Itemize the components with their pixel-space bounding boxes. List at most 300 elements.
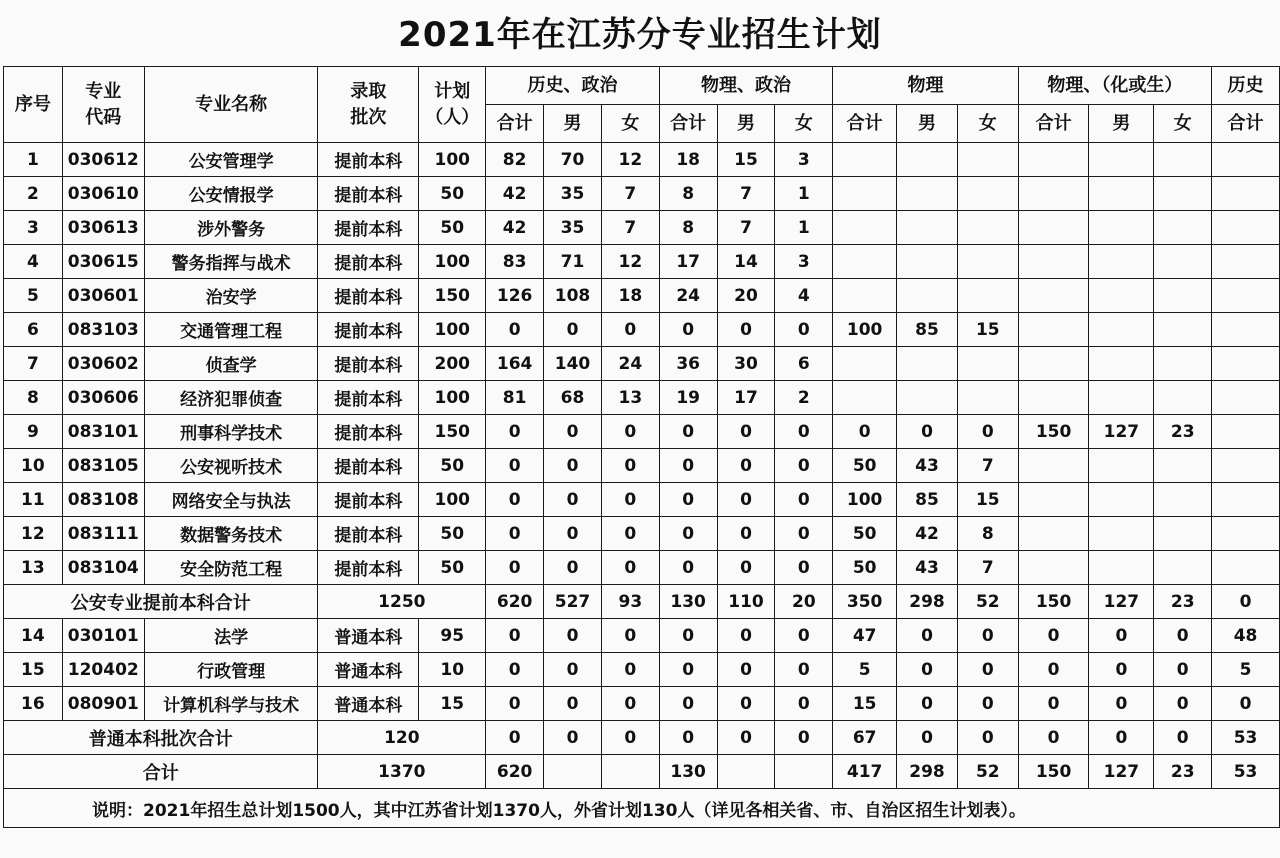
cell-value[interactable]: 8 [957,517,1018,551]
cell-value[interactable] [1018,551,1089,585]
cell-summary-value[interactable]: 620 [486,755,544,789]
cell-value[interactable]: 0 [775,415,833,449]
cell-value[interactable]: 3 [775,143,833,177]
cell-plan[interactable]: 100 [419,245,486,279]
cell-value[interactable]: 0 [775,313,833,347]
header-male[interactable]: 男 [1089,105,1154,143]
cell-value[interactable] [897,381,958,415]
cell-value[interactable]: 8 [659,177,717,211]
cell-value[interactable] [833,245,897,279]
cell-value[interactable]: 127 [1089,415,1154,449]
cell-value[interactable]: 35 [544,177,602,211]
cell-value[interactable] [1154,381,1212,415]
cell-value[interactable]: 8 [659,211,717,245]
cell-value[interactable] [833,177,897,211]
header-male[interactable]: 男 [897,105,958,143]
cell-plan[interactable]: 100 [419,381,486,415]
header-subtotal[interactable]: 合计 [659,105,717,143]
header-female[interactable]: 女 [1154,105,1212,143]
cell-value[interactable]: 42 [897,517,958,551]
cell-major-name[interactable]: 治安学 [144,279,318,313]
cell-value[interactable] [957,177,1018,211]
cell-summary-value[interactable]: 298 [897,585,958,619]
cell-value[interactable]: 0 [1018,653,1089,687]
cell-major-name[interactable]: 网络安全与执法 [144,483,318,517]
cell-plan[interactable]: 10 [419,653,486,687]
cell-value[interactable]: 36 [659,347,717,381]
cell-value[interactable]: 0 [897,687,958,721]
cell-value[interactable]: 126 [486,279,544,313]
cell-value[interactable]: 0 [717,687,775,721]
cell-summary-label[interactable]: 普通本科批次合计 [4,721,318,755]
cell-plan[interactable]: 95 [419,619,486,653]
cell-plan[interactable]: 50 [419,517,486,551]
cell-value[interactable]: 15 [717,143,775,177]
cell-value[interactable] [1154,177,1212,211]
header-batch[interactable]: 录取 批次 [318,67,419,143]
header-subtotal[interactable]: 合计 [1212,105,1280,143]
cell-value[interactable]: 15 [833,687,897,721]
cell-value[interactable]: 0 [486,653,544,687]
cell-value[interactable]: 68 [544,381,602,415]
cell-value[interactable]: 1 [775,211,833,245]
cell-code[interactable]: 030602 [62,347,144,381]
cell-value[interactable]: 0 [775,483,833,517]
cell-summary-value[interactable]: 0 [486,721,544,755]
cell-value[interactable] [1154,211,1212,245]
cell-summary-value[interactable]: 110 [717,585,775,619]
cell-summary-value[interactable]: 620 [486,585,544,619]
cell-code[interactable]: 080901 [62,687,144,721]
cell-summary-value[interactable]: 0 [957,721,1018,755]
cell-value[interactable] [1018,313,1089,347]
cell-value[interactable] [1154,449,1212,483]
cell-code[interactable]: 083104 [62,551,144,585]
cell-major-name[interactable]: 经济犯罪侦查 [144,381,318,415]
cell-value[interactable]: 24 [659,279,717,313]
cell-value[interactable]: 0 [659,449,717,483]
header-female[interactable]: 女 [601,105,659,143]
cell-batch[interactable]: 普通本科 [318,619,419,653]
cell-value[interactable]: 7 [957,551,1018,585]
cell-value[interactable]: 85 [897,483,958,517]
cell-plan[interactable]: 50 [419,211,486,245]
cell-value[interactable]: 0 [659,551,717,585]
cell-value[interactable] [1154,313,1212,347]
cell-summary-value[interactable]: 298 [897,755,958,789]
cell-value[interactable] [897,143,958,177]
cell-batch[interactable]: 普通本科 [318,687,419,721]
cell-value[interactable] [1212,313,1280,347]
cell-value[interactable]: 0 [486,415,544,449]
cell-value[interactable] [1018,517,1089,551]
cell-plan[interactable]: 50 [419,177,486,211]
cell-value[interactable]: 0 [775,449,833,483]
cell-seq[interactable]: 2 [4,177,63,211]
cell-seq[interactable]: 7 [4,347,63,381]
cell-value[interactable]: 19 [659,381,717,415]
header-plan[interactable]: 计划 （人） [419,67,486,143]
cell-value[interactable]: 48 [1212,619,1280,653]
cell-summary-value[interactable]: 53 [1212,755,1280,789]
cell-summary-value[interactable]: 0 [775,721,833,755]
cell-major-name[interactable]: 计算机科学与技术 [144,687,318,721]
cell-value[interactable]: 0 [957,415,1018,449]
cell-code[interactable]: 120402 [62,653,144,687]
cell-value[interactable]: 0 [717,449,775,483]
cell-value[interactable]: 42 [486,177,544,211]
cell-code[interactable]: 030610 [62,177,144,211]
cell-batch[interactable]: 提前本科 [318,381,419,415]
cell-value[interactable]: 108 [544,279,602,313]
cell-value[interactable]: 0 [544,415,602,449]
cell-batch[interactable]: 普通本科 [318,653,419,687]
cell-value[interactable]: 0 [601,653,659,687]
cell-code[interactable]: 083111 [62,517,144,551]
cell-plan[interactable]: 150 [419,279,486,313]
cell-value[interactable] [833,279,897,313]
cell-value[interactable] [1089,449,1154,483]
cell-value[interactable] [1154,279,1212,313]
cell-value[interactable] [1018,449,1089,483]
cell-seq[interactable]: 14 [4,619,63,653]
cell-value[interactable]: 0 [775,551,833,585]
cell-summary-value[interactable] [544,755,602,789]
cell-value[interactable]: 13 [601,381,659,415]
cell-summary-value[interactable]: 0 [1212,585,1280,619]
cell-value[interactable]: 50 [833,449,897,483]
cell-value[interactable] [957,211,1018,245]
cell-value[interactable] [1089,347,1154,381]
cell-summary-value[interactable]: 0 [897,721,958,755]
cell-value[interactable]: 0 [601,687,659,721]
cell-summary-value[interactable]: 0 [601,721,659,755]
cell-value[interactable]: 0 [1154,653,1212,687]
cell-summary-plan[interactable]: 1370 [318,755,486,789]
cell-value[interactable] [1212,279,1280,313]
cell-summary-value[interactable]: 127 [1089,585,1154,619]
cell-value[interactable]: 0 [957,653,1018,687]
cell-value[interactable] [1212,177,1280,211]
cell-code[interactable]: 030612 [62,143,144,177]
cell-value[interactable]: 7 [601,211,659,245]
header-female[interactable]: 女 [957,105,1018,143]
cell-value[interactable]: 18 [601,279,659,313]
cell-value[interactable]: 0 [544,619,602,653]
cell-code[interactable]: 030613 [62,211,144,245]
cell-major-name[interactable]: 公安视听技术 [144,449,318,483]
cell-value[interactable]: 15 [957,483,1018,517]
cell-value[interactable]: 12 [601,143,659,177]
cell-summary-value[interactable]: 350 [833,585,897,619]
cell-value[interactable]: 0 [957,619,1018,653]
cell-value[interactable]: 81 [486,381,544,415]
cell-value[interactable]: 7 [717,211,775,245]
cell-value[interactable]: 0 [833,415,897,449]
cell-value[interactable]: 71 [544,245,602,279]
cell-value[interactable] [897,279,958,313]
cell-value[interactable] [833,347,897,381]
cell-value[interactable] [1089,381,1154,415]
cell-seq[interactable]: 3 [4,211,63,245]
cell-summary-value[interactable]: 0 [1154,721,1212,755]
cell-value[interactable] [897,347,958,381]
cell-value[interactable] [1018,279,1089,313]
cell-value[interactable] [1212,211,1280,245]
cell-value[interactable]: 3 [775,245,833,279]
cell-value[interactable]: 0 [659,517,717,551]
cell-summary-value[interactable]: 0 [717,721,775,755]
cell-value[interactable]: 5 [833,653,897,687]
cell-value[interactable]: 50 [833,517,897,551]
cell-value[interactable]: 30 [717,347,775,381]
cell-plan[interactable]: 15 [419,687,486,721]
cell-value[interactable] [1018,483,1089,517]
cell-value[interactable]: 0 [544,517,602,551]
cell-value[interactable]: 7 [717,177,775,211]
header-seq[interactable]: 序号 [4,67,63,143]
cell-code[interactable]: 030606 [62,381,144,415]
header-group[interactable]: 历史 [1212,67,1280,105]
cell-summary-label[interactable]: 公安专业提前本科合计 [4,585,318,619]
cell-value[interactable] [897,177,958,211]
cell-value[interactable] [1212,449,1280,483]
cell-value[interactable]: 0 [717,313,775,347]
cell-value[interactable] [1154,483,1212,517]
cell-batch[interactable]: 提前本科 [318,449,419,483]
cell-value[interactable] [1018,245,1089,279]
cell-value[interactable] [957,347,1018,381]
cell-value[interactable]: 0 [544,483,602,517]
cell-value[interactable]: 0 [486,449,544,483]
cell-value[interactable]: 0 [775,619,833,653]
cell-value[interactable]: 0 [659,483,717,517]
cell-value[interactable]: 0 [775,517,833,551]
cell-seq[interactable]: 4 [4,245,63,279]
cell-plan[interactable]: 100 [419,313,486,347]
cell-value[interactable]: 24 [601,347,659,381]
header-female[interactable]: 女 [775,105,833,143]
cell-batch[interactable]: 提前本科 [318,517,419,551]
cell-major-name[interactable]: 法学 [144,619,318,653]
cell-summary-value[interactable]: 0 [1018,721,1089,755]
cell-summary-value[interactable]: 52 [957,585,1018,619]
cell-value[interactable] [1018,381,1089,415]
cell-seq[interactable]: 16 [4,687,63,721]
cell-summary-value[interactable] [775,755,833,789]
cell-value[interactable]: 15 [957,313,1018,347]
cell-plan[interactable]: 150 [419,415,486,449]
cell-summary-value[interactable]: 417 [833,755,897,789]
cell-value[interactable]: 150 [1018,415,1089,449]
cell-value[interactable] [1154,143,1212,177]
cell-summary-plan[interactable]: 1250 [318,585,486,619]
cell-plan[interactable]: 100 [419,483,486,517]
cell-summary-value[interactable]: 0 [544,721,602,755]
cell-value[interactable]: 0 [1018,619,1089,653]
cell-value[interactable]: 0 [1089,619,1154,653]
cell-value[interactable]: 1 [775,177,833,211]
header-male[interactable]: 男 [544,105,602,143]
cell-plan[interactable]: 50 [419,449,486,483]
cell-value[interactable]: 0 [1154,619,1212,653]
cell-value[interactable] [1018,177,1089,211]
cell-value[interactable]: 0 [544,653,602,687]
cell-code[interactable]: 030615 [62,245,144,279]
cell-value[interactable]: 70 [544,143,602,177]
cell-value[interactable]: 100 [833,483,897,517]
cell-value[interactable]: 50 [833,551,897,585]
cell-value[interactable] [897,245,958,279]
cell-value[interactable]: 0 [601,449,659,483]
cell-summary-value[interactable]: 150 [1018,585,1089,619]
cell-value[interactable]: 85 [897,313,958,347]
cell-value[interactable]: 82 [486,143,544,177]
cell-value[interactable] [1212,517,1280,551]
cell-value[interactable]: 0 [775,653,833,687]
cell-seq[interactable]: 15 [4,653,63,687]
cell-value[interactable] [1018,143,1089,177]
cell-value[interactable] [833,143,897,177]
header-subtotal[interactable]: 合计 [1018,105,1089,143]
cell-value[interactable]: 17 [717,381,775,415]
cell-plan[interactable]: 200 [419,347,486,381]
cell-value[interactable]: 0 [601,483,659,517]
cell-value[interactable] [1018,347,1089,381]
header-male[interactable]: 男 [717,105,775,143]
cell-value[interactable]: 164 [486,347,544,381]
cell-code[interactable]: 083108 [62,483,144,517]
header-group[interactable]: 物理、政治 [659,67,833,105]
cell-batch[interactable]: 提前本科 [318,211,419,245]
cell-value[interactable]: 0 [717,551,775,585]
header-subtotal[interactable]: 合计 [833,105,897,143]
cell-seq[interactable]: 10 [4,449,63,483]
cell-value[interactable] [957,143,1018,177]
cell-value[interactable] [897,211,958,245]
cell-value[interactable] [1089,279,1154,313]
cell-value[interactable] [1089,143,1154,177]
cell-value[interactable]: 0 [1089,687,1154,721]
cell-seq[interactable]: 8 [4,381,63,415]
cell-value[interactable] [1089,211,1154,245]
cell-value[interactable] [1089,313,1154,347]
cell-value[interactable]: 0 [1089,653,1154,687]
cell-value[interactable] [1089,177,1154,211]
cell-seq[interactable]: 13 [4,551,63,585]
cell-value[interactable]: 42 [486,211,544,245]
cell-value[interactable]: 18 [659,143,717,177]
cell-value[interactable]: 0 [659,653,717,687]
cell-value[interactable] [1154,517,1212,551]
cell-value[interactable] [957,381,1018,415]
cell-value[interactable] [1212,415,1280,449]
cell-summary-value[interactable]: 127 [1089,755,1154,789]
cell-value[interactable]: 0 [601,415,659,449]
header-group[interactable]: 历史、政治 [486,67,660,105]
cell-summary-value[interactable]: 67 [833,721,897,755]
cell-value[interactable]: 0 [1154,687,1212,721]
cell-value[interactable]: 7 [957,449,1018,483]
cell-value[interactable]: 4 [775,279,833,313]
cell-batch[interactable]: 提前本科 [318,143,419,177]
cell-code[interactable]: 083103 [62,313,144,347]
cell-major-name[interactable]: 交通管理工程 [144,313,318,347]
cell-summary-value[interactable]: 0 [659,721,717,755]
cell-batch[interactable]: 提前本科 [318,347,419,381]
cell-batch[interactable]: 提前本科 [318,279,419,313]
cell-value[interactable]: 0 [544,313,602,347]
cell-plan[interactable]: 50 [419,551,486,585]
cell-plan[interactable]: 100 [419,143,486,177]
cell-summary-plan[interactable]: 120 [318,721,486,755]
cell-value[interactable]: 0 [486,551,544,585]
cell-value[interactable]: 0 [601,619,659,653]
cell-value[interactable] [1089,483,1154,517]
cell-major-name[interactable]: 警务指挥与战术 [144,245,318,279]
cell-value[interactable]: 0 [897,619,958,653]
cell-seq[interactable]: 6 [4,313,63,347]
cell-value[interactable]: 0 [1212,687,1280,721]
cell-batch[interactable]: 提前本科 [318,313,419,347]
cell-value[interactable]: 0 [897,415,958,449]
cell-code[interactable]: 083101 [62,415,144,449]
cell-value[interactable]: 14 [717,245,775,279]
cell-value[interactable] [1018,211,1089,245]
cell-code[interactable]: 030601 [62,279,144,313]
cell-value[interactable]: 0 [544,687,602,721]
cell-value[interactable] [957,279,1018,313]
cell-value[interactable] [1212,245,1280,279]
header-group[interactable]: 物理、（化或生） [1018,67,1211,105]
cell-value[interactable] [1089,551,1154,585]
cell-batch[interactable]: 提前本科 [318,483,419,517]
cell-value[interactable]: 0 [659,619,717,653]
cell-value[interactable]: 0 [775,687,833,721]
cell-value[interactable]: 0 [897,653,958,687]
cell-value[interactable]: 12 [601,245,659,279]
cell-value[interactable] [957,245,1018,279]
cell-value[interactable]: 0 [486,687,544,721]
cell-value[interactable] [1212,143,1280,177]
cell-value[interactable]: 0 [717,483,775,517]
cell-value[interactable]: 0 [601,517,659,551]
cell-seq[interactable]: 9 [4,415,63,449]
cell-value[interactable]: 5 [1212,653,1280,687]
cell-summary-value[interactable]: 0 [1089,721,1154,755]
cell-value[interactable]: 0 [957,687,1018,721]
cell-value[interactable]: 17 [659,245,717,279]
cell-batch[interactable]: 提前本科 [318,177,419,211]
cell-value[interactable]: 140 [544,347,602,381]
cell-summary-value[interactable]: 23 [1154,755,1212,789]
cell-value[interactable]: 43 [897,449,958,483]
cell-value[interactable] [1089,245,1154,279]
cell-value[interactable]: 23 [1154,415,1212,449]
cell-batch[interactable]: 提前本科 [318,551,419,585]
cell-value[interactable] [1089,517,1154,551]
cell-value[interactable]: 43 [897,551,958,585]
note-text[interactable]: 说明：2021年招生总计划1500人，其中江苏省计划1370人，外省计划130人（详见各相关省、市、自治区招生计划表）。 [4,789,1280,828]
cell-value[interactable]: 0 [1018,687,1089,721]
cell-value[interactable]: 7 [601,177,659,211]
cell-value[interactable]: 2 [775,381,833,415]
cell-summary-value[interactable]: 23 [1154,585,1212,619]
cell-value[interactable]: 0 [659,687,717,721]
cell-summary-value[interactable]: 150 [1018,755,1089,789]
cell-value[interactable]: 20 [717,279,775,313]
cell-value[interactable]: 0 [601,313,659,347]
